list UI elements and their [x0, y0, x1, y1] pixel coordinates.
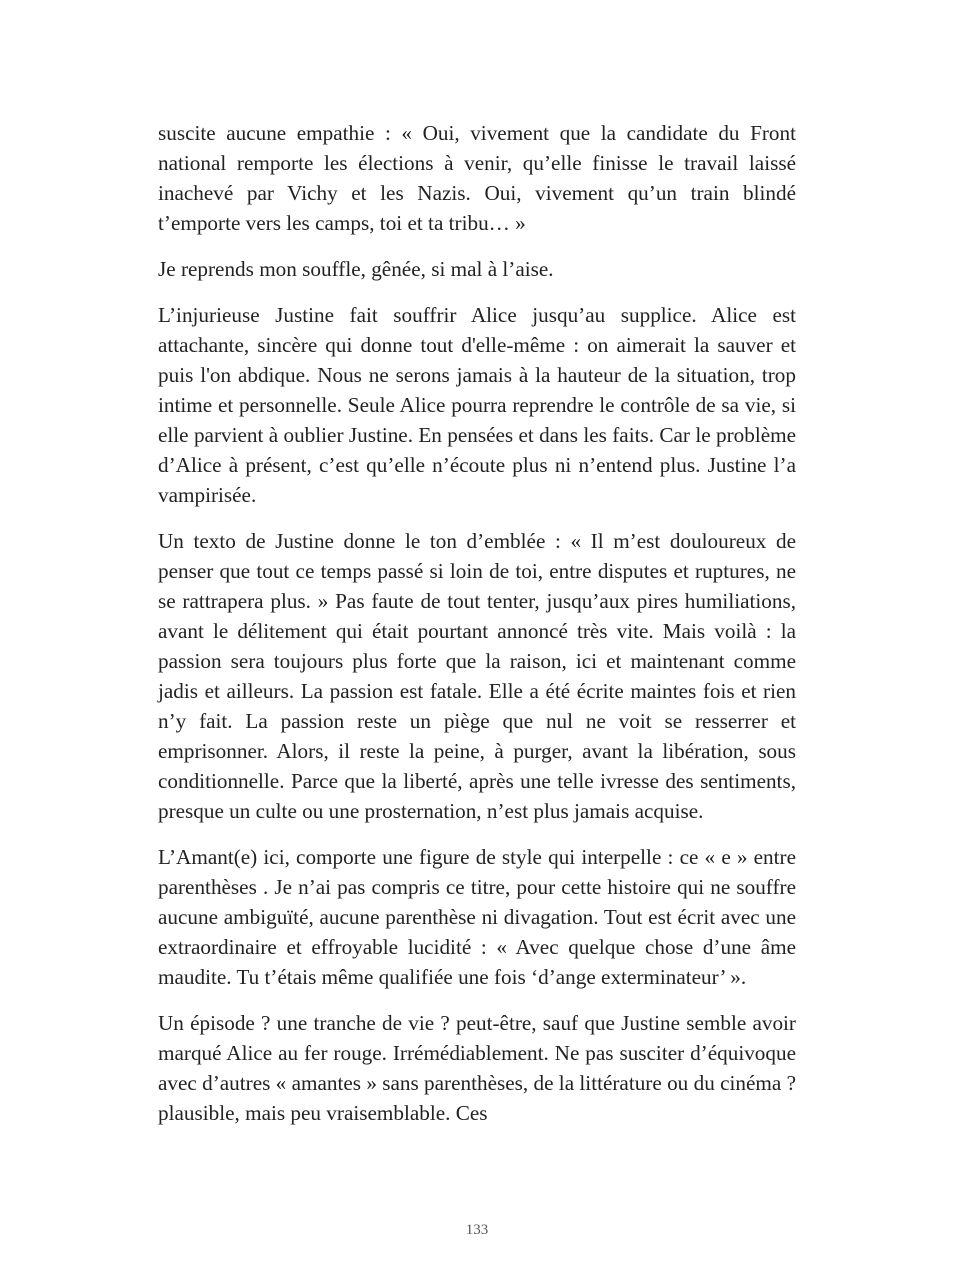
paragraph-2: Je reprends mon souffle, gênée, si mal à l’aise.	[158, 257, 554, 281]
paragraph-5: L’Amant(e) ici, comporte une figure de style qui interpelle : ce « e » entre parenthèses . Je n’ai pas compris ce titre, pour cette histoire qui ne souffre aucune ambiguïté, aucune parenthèse ni divagation. Tout est écrit avec une extraordinaire et effroyable lucidité : « Avec quelque chose d’une âme maudite. Tu t’étais même qualifiée une fois ‘d’ange exterminateur’ ».	[158, 845, 796, 989]
page-body	[158, 118, 796, 1144]
paragraph-6: Un épisode ? une tranche de vie ? peut-être, sauf que Justine semble avoir marqué Alice au fer rouge. Irrémédiablement. Ne pas susciter d’équivoque avec d’autres « amantes » sans parenthèses, de la littérature ou du cinéma ? plausible, mais peu vraisemblable. Ces	[158, 1011, 796, 1125]
paragraph-4: Un texto de Justine donne le ton d’emblée : « Il m’est douloureux de penser que tout ce temps passé si loin de toi, entre disputes et ruptures, ne se rattrapera plus. » Pas faute de tout tenter, jusqu’aux pires humiliations, avant le délitement qui était pourtant annoncé très vite. Mais voilà : la passion sera toujours plus forte que la raison, ici et maintenant comme jadis et ailleurs. La passion est fatale. Elle a été écrite maintes fois et rien n’y fait. La passion reste un piège que nul ne voit se resserrer et emprisonner. Alors, il reste la peine, à purger, avant la libération, sous conditionnelle. Parce que la liberté, après une telle ivresse des sentiments, presque un culte ou une prosternation, n’est plus jamais acquise.	[158, 529, 796, 823]
paragraph-3: L’injurieuse Justine fait souffrir Alice jusqu’au supplice. Alice est attachante, sincère qui donne tout d'elle-même : on aimerait la sauver et puis l'on abdique. Nous ne serons jamais à la hauteur de la situation, trop intime et personnelle. Seule Alice pourra reprendre le contrôle de sa vie, si elle parvient à oublier Justine. En pensées et dans les faits. Car le problème d’Alice à présent, c’est qu’elle n’écoute plus ni n’entend plus. Justine l’a vampirisée.	[158, 303, 796, 507]
page-number: 133	[465, 1222, 489, 1238]
paragraph-1: suscite aucune empathie : « Oui, vivement que la candidate du Front national remporte les élections à venir, qu’elle finisse le travail laissé inachevé par Vichy et les Nazis. Oui, vivement qu’un train blindé t’emporte vers les camps, toi et ta tribu… »	[158, 121, 796, 235]
